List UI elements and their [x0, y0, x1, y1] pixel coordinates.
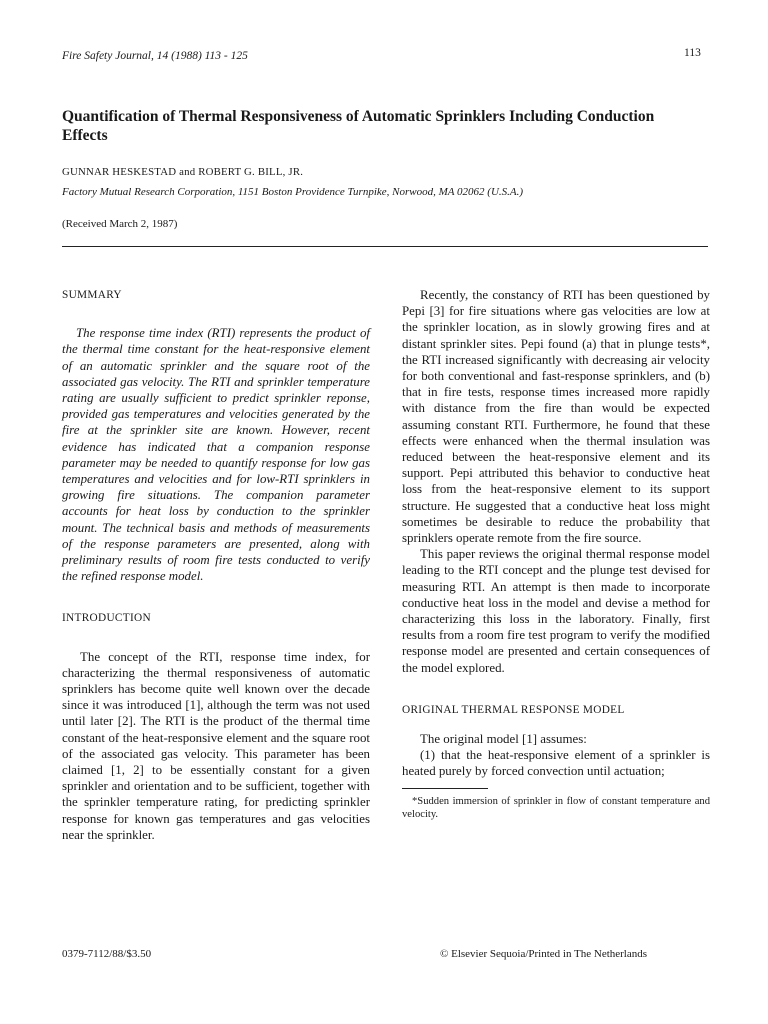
issn-price: 0379-7112/88/$3.50: [62, 948, 152, 960]
article-title: Quantification of Thermal Responsiveness of Automatic Sprinklers Including Conduction Effects: [62, 108, 655, 144]
page-number: 113: [684, 47, 701, 59]
right-column: [402, 287, 710, 821]
spacer: [402, 676, 710, 702]
body-paragraph-2: This paper reviews the original thermal response model leading to the RTI concept and the plunge test devised for measuring RTI. An attempt is then made to incorporate conductive heat loss in the model and devise a method for characterizing this loss in the laboratory. Finally, first results from a room fire test program to verify the modified response model are presented and certain consequences of the model explored.: [402, 547, 710, 675]
model-assumption-1: (1) that the heat-responsive element of a sprinkler is heated purely by forced convection until actuation;: [402, 748, 710, 779]
introduction-paragraph: The concept of the RTI, response time index, for characterizing the thermal responsiveness of automatic sprinklers has become quite well known over the decade since it was introduced [1], although the term was not used until later [2]. The RTI is the product of the thermal time constant of the heat-responsive element and the square root of the associated gas velocity. This parameter has been claimed [1, 2] to be essentially constant for a given sprinkler and orientation and to be sufficient, together with the sprinkler temperature rating, for predicting sprinkler response for known gas temperatures and gas velocities near the sprinkler.: [62, 649, 370, 842]
model-heading: ORIGINAL THERMAL RESPONSE MODEL: [402, 703, 625, 716]
journal-citation: Fire Safety Journal, 14 (1988) 113 - 125: [62, 50, 248, 62]
author-affiliation: Factory Mutual Research Corporation, 1151 Boston Providence Turnpike, Norwood, MA 02062 (U.S.A.): [62, 186, 524, 198]
left-column: [62, 287, 370, 843]
footnote: *Sudden immersion of sprinkler in flow of constant temperature and velocity.: [402, 795, 710, 820]
body-paragraph-1: Recently, the constancy of RTI has been questioned by Pepi [3] for fire situations where gas velocities are low at the sprinkler location, as in slowly growing fires and at distant sprinkler sites. Pepi found (a) that in plunge tests*, the RTI increased significantly with decreasing air velocity for both conventional and fast-response sprinklers, and (b) that in fire tests, response times increased more rapidly with distance from the fire than would be expected assuming constant RTI. Furthermore, he found that these effects were enhanced when the thermal insulation was reduced between the heat-responsive element and its support. Pepi attributed this behavior to conductive heat loss from the heat-responsive element to its support structure. He suggested that a conductive heat loss might sometimes be desirable to reduce the probability that sprinklers operate remote from the fire source.: [402, 288, 710, 546]
header-divider: [62, 246, 708, 247]
summary-paragraph: The response time index (RTI) represents the product of the thermal time constant for the heat-responsive element of an automatic sprinkler and the square root of the associated gas velocity. The RTI and sprinkler temperature rating are usually sufficient to predict sprinkler reponse, provided gas temperatures and velocities generated by the fire at the sprinkler site are known. However, recent evidence has indicated that a companion response parameter may be needed to quantify response for low gas temperatures and velocities and for low-RTI sprinklers in growing fire situations. The companion parameter accounts for heat loss by conduction to the sprinkler mount. The technical basis and methods of measurements of the response parameters are presented, along with preliminary results of room fire tests conducted to verify the refined response model.: [62, 326, 370, 584]
spacer: [62, 627, 370, 649]
summary-heading: SUMMARY: [62, 289, 122, 301]
spacer: [402, 718, 710, 731]
article-authors: GUNNAR HESKESTAD and ROBERT G. BILL, JR.: [62, 166, 304, 178]
model-intro: The original model [1] assumes:: [420, 732, 587, 747]
received-date: (Received March 2, 1987): [62, 218, 178, 230]
spacer: [62, 584, 370, 610]
footnote-divider: [402, 788, 488, 789]
spacer: [62, 303, 370, 325]
publisher-line: © Elsevier Sequoia/Printed in The Netherlands: [440, 948, 648, 960]
introduction-heading: INTRODUCTION: [62, 612, 151, 625]
